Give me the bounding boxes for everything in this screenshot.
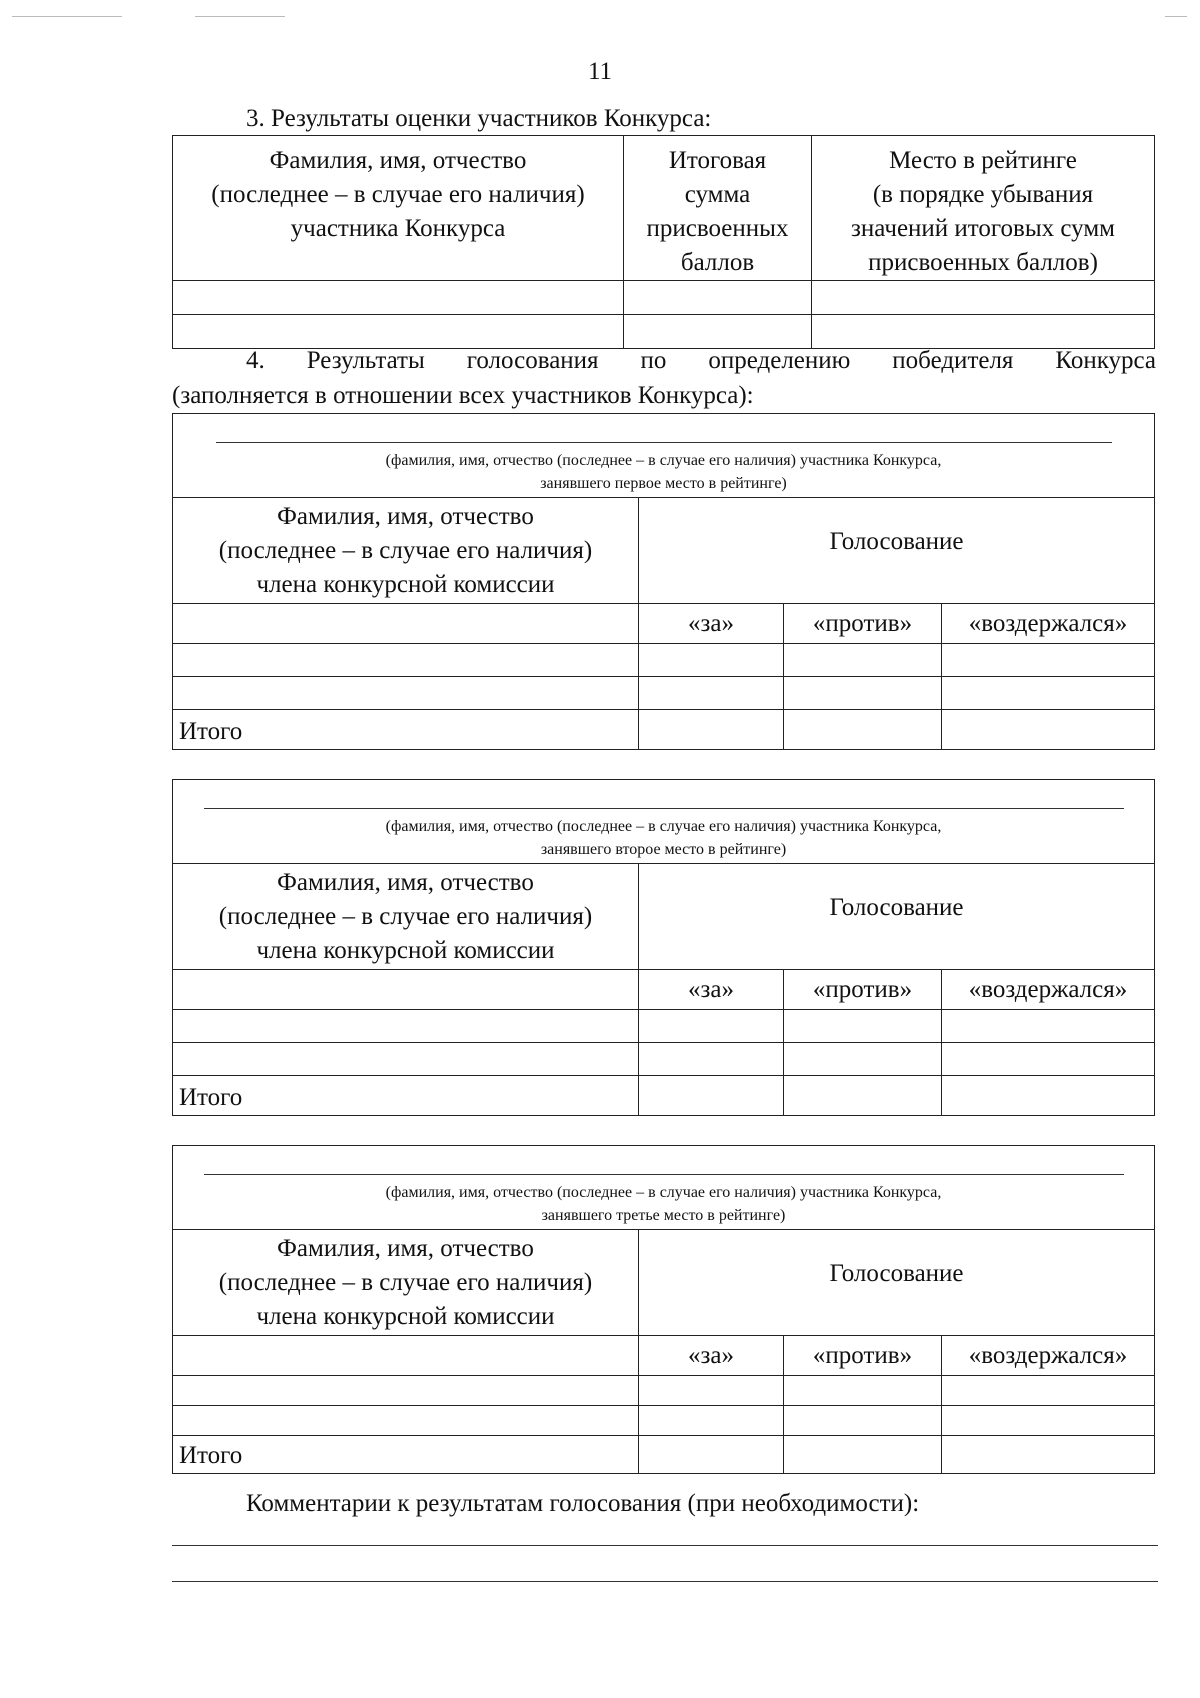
total-against-cell[interactable]	[784, 1436, 942, 1474]
header-rating-place: Место в рейтинге (в порядке убывания значений итоговых сумм присвоенных баллов)	[812, 136, 1155, 281]
vote-cell[interactable]	[784, 1010, 942, 1043]
vote-cell[interactable]	[639, 677, 784, 710]
header-total-score: Итоговая сумма присвоенных баллов	[624, 136, 812, 281]
member-name-cell[interactable]	[173, 644, 639, 677]
vote-cell[interactable]	[784, 1376, 942, 1406]
header-member-name: Фамилия, имя, отчество (последнее – в случае его наличия) члена конкурсной комиссии	[173, 864, 639, 970]
vote-against-header: «против»	[784, 1336, 942, 1376]
member-name-cell[interactable]	[173, 677, 639, 710]
fill-in-line	[216, 442, 1112, 443]
fill-in-line	[204, 808, 1124, 809]
member-name-cell[interactable]	[173, 970, 639, 1010]
score-cell[interactable]	[624, 281, 812, 315]
table-row	[173, 677, 1155, 710]
caption-line-2: занявшего второе место в рейтинге)	[540, 840, 787, 858]
vote-cell[interactable]	[784, 1043, 942, 1076]
vote-for-header: «за»	[639, 970, 784, 1010]
voting-table-first-place	[172, 413, 1155, 750]
vote-against-header: «против»	[784, 970, 942, 1010]
total-abstain-cell[interactable]	[942, 710, 1155, 750]
comments-line[interactable]	[172, 1545, 1158, 1546]
total-against-cell[interactable]	[784, 710, 942, 750]
header-voting: Голосование	[639, 1230, 1155, 1336]
vote-abstain-header: «воздержался»	[942, 970, 1155, 1010]
vote-cell[interactable]	[942, 1376, 1155, 1406]
name-cell[interactable]	[173, 281, 624, 315]
vote-cell[interactable]	[942, 644, 1155, 677]
caption-line-2: занявшего первое место в рейтинге)	[540, 474, 787, 492]
vote-cell[interactable]	[942, 1043, 1155, 1076]
vote-cell[interactable]	[639, 1010, 784, 1043]
vote-abstain-header: «воздержался»	[942, 604, 1155, 644]
vote-cell[interactable]	[639, 1376, 784, 1406]
vote-cell[interactable]	[784, 1406, 942, 1436]
vote-for-header: «за»	[639, 604, 784, 644]
table-row	[173, 644, 1155, 677]
voting-table-second-place	[172, 779, 1155, 1116]
vote-cell[interactable]	[784, 677, 942, 710]
table-row	[173, 1010, 1155, 1043]
voting-table-third-place	[172, 1145, 1155, 1474]
fill-in-line	[204, 1174, 1124, 1175]
scan-artifact	[1165, 16, 1187, 17]
vote-cell[interactable]	[639, 1406, 784, 1436]
caption-line-1: (фамилия, имя, отчество (последнее – в случае его наличия) участника Конкурса,	[385, 451, 942, 469]
section-3-title: 3. Результаты оценки участников Конкурса:	[246, 105, 712, 132]
member-name-cell[interactable]	[173, 604, 639, 644]
participant-name-field[interactable]	[173, 1146, 1155, 1230]
vote-cell[interactable]	[942, 677, 1155, 710]
member-name-cell[interactable]	[173, 1043, 639, 1076]
vote-abstain-header: «воздержался»	[942, 1336, 1155, 1376]
section-4-title: 4. Результаты голосования по определению победителя Конкурса	[246, 347, 1156, 374]
table-row	[173, 281, 1155, 315]
member-name-cell[interactable]	[173, 1010, 639, 1043]
vote-cell[interactable]	[942, 1406, 1155, 1436]
vote-cell[interactable]	[942, 1010, 1155, 1043]
comments-line[interactable]	[172, 1581, 1158, 1582]
comments-label: Комментарии к результатам голосования (при необходимости):	[246, 1490, 920, 1517]
table-row	[173, 1043, 1155, 1076]
place-cell[interactable]	[812, 281, 1155, 315]
total-for-cell[interactable]	[639, 1436, 784, 1474]
total-label: Итого	[173, 1076, 639, 1116]
vote-cell[interactable]	[784, 644, 942, 677]
table-row	[173, 1406, 1155, 1436]
header-participant-name: Фамилия, имя, отчество (последнее – в случае его наличия) участника Конкурса	[173, 136, 624, 281]
vote-cell[interactable]	[639, 644, 784, 677]
member-name-cell[interactable]	[173, 1376, 639, 1406]
scan-artifact	[195, 16, 285, 17]
header-member-name: Фамилия, имя, отчество (последнее – в случае его наличия) члена конкурсной комиссии	[173, 498, 639, 604]
vote-cell[interactable]	[639, 1043, 784, 1076]
scan-artifact	[12, 16, 122, 17]
total-abstain-cell[interactable]	[942, 1436, 1155, 1474]
page-number: 11	[587, 58, 613, 85]
total-against-cell[interactable]	[784, 1076, 942, 1116]
table-row	[173, 1376, 1155, 1406]
total-for-cell[interactable]	[639, 1076, 784, 1116]
total-for-cell[interactable]	[639, 710, 784, 750]
header-voting: Голосование	[639, 864, 1155, 970]
total-label: Итого	[173, 1436, 639, 1474]
vote-for-header: «за»	[639, 1336, 784, 1376]
caption-line-1: (фамилия, имя, отчество (последнее – в случае его наличия) участника Конкурса,	[385, 817, 942, 835]
vote-against-header: «против»	[784, 604, 942, 644]
caption-line-2: занявшего третье место в рейтинге)	[541, 1206, 786, 1224]
header-voting: Голосование	[639, 498, 1155, 604]
member-name-cell[interactable]	[173, 1406, 639, 1436]
caption-line-1: (фамилия, имя, отчество (последнее – в случае его наличия) участника Конкурса,	[385, 1183, 942, 1201]
section-4-subtitle: (заполняется в отношении всех участников Конкурса):	[172, 382, 754, 409]
member-name-cell[interactable]	[173, 1336, 639, 1376]
evaluation-results-table	[172, 135, 1155, 349]
participant-name-field[interactable]	[173, 780, 1155, 864]
total-label: Итого	[173, 710, 639, 750]
total-abstain-cell[interactable]	[942, 1076, 1155, 1116]
header-member-name: Фамилия, имя, отчество (последнее – в случае его наличия) члена конкурсной комиссии	[173, 1230, 639, 1336]
participant-name-field[interactable]	[173, 414, 1155, 498]
